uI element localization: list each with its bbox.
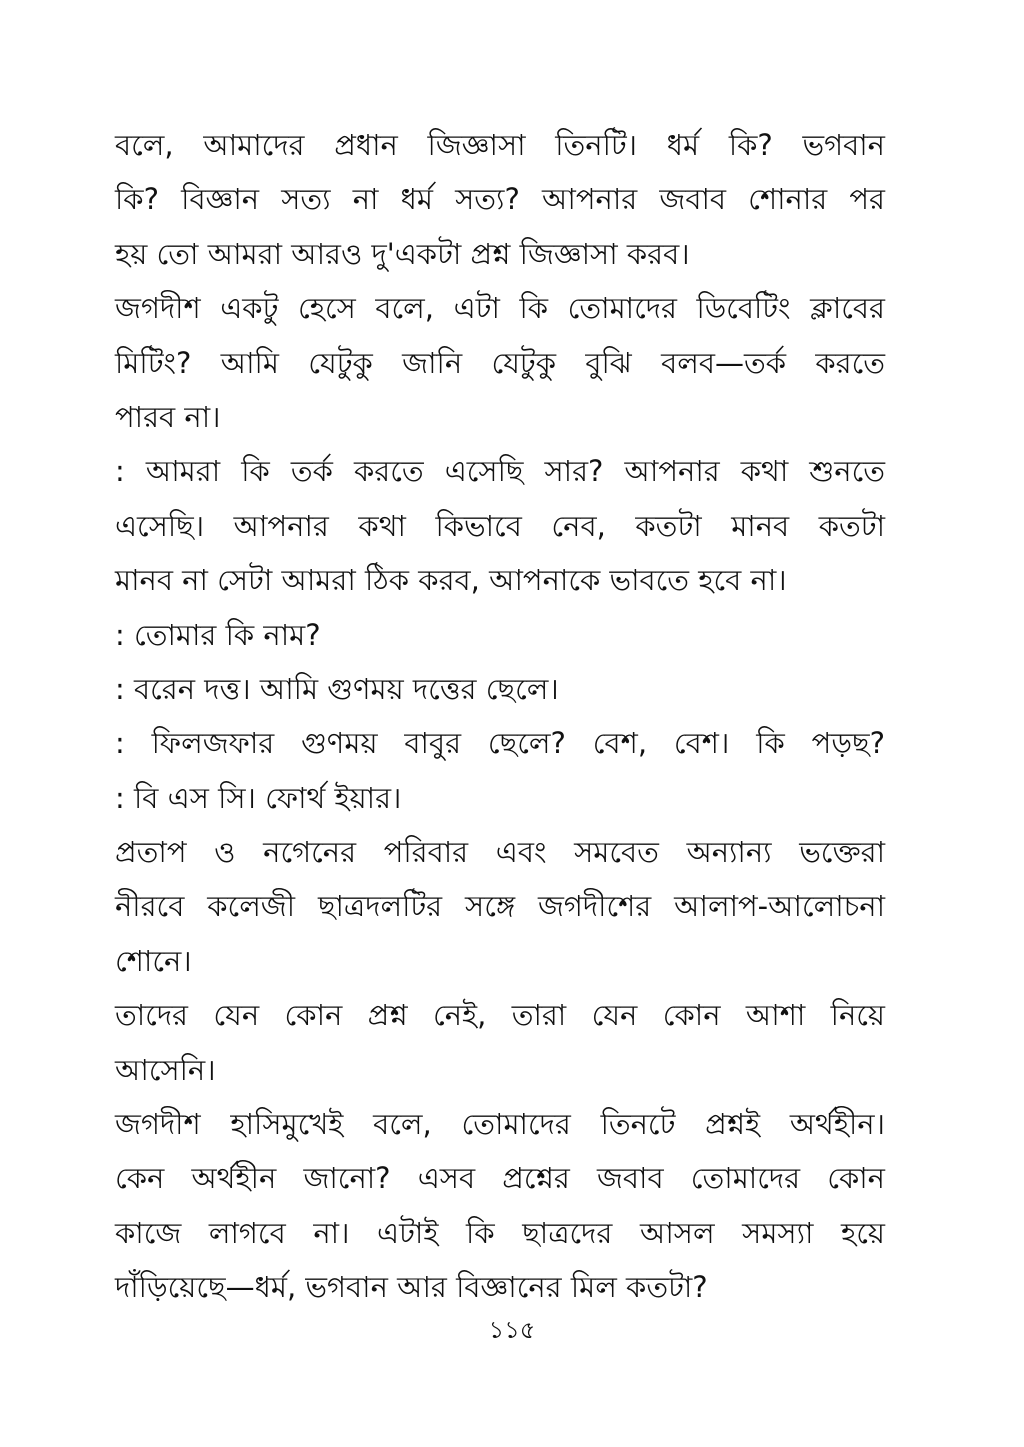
text-line: কি? বিজ্ঞান সত্য না ধর্ম সত্য? আপনার জবাব শোনার পর (115, 182, 885, 217)
text-line: জগদীশ হাসিমুখেই বলে, তোমাদের তিনটে প্রশ্নই অর্থহীন। (115, 1107, 885, 1142)
dialogue-line: : ফিলজফার গুণময় বাবুর ছেলে? বেশ, বেশ। কি পড়ছ? (115, 726, 885, 761)
dialogue-line: : বি এস সি। ফোর্থ ইয়ার। (115, 780, 402, 815)
text-line: কাজে লাগবে না। এটাই কি ছাত্রদের আসল সমস্যা হয়ে (115, 1215, 885, 1250)
text-line: বলে, আমাদের প্রধান জিজ্ঞাসা তিনটি। ধর্ম কি? ভগবান (115, 128, 885, 162)
text-line: হয় তো আমরা আরও দু'একটা প্রশ্ন জিজ্ঞাসা করব। (115, 236, 690, 271)
text-line: : আমরা কি তর্ক করতে এসেছি সার? আপনার কথা শুনতে (115, 454, 885, 489)
text-line: আসেনি। (115, 1052, 216, 1087)
text-line: দাঁড়িয়েছে—ধর্ম, ভগবান আর বিজ্ঞানের মিল কতটা? (115, 1270, 708, 1305)
text-line: জগদীশ একটু হেসে বলে, এটা কি তোমাদের ডিবেটিং ক্লাবের (115, 291, 885, 326)
text-line: শোনে। (115, 943, 192, 978)
text-line: প্রতাপ ও নগেনের পরিবার এবং সমবেত অন্যান্য ভক্তেরা (115, 835, 885, 870)
text-line: এসেছি। আপনার কথা কিভাবে নেব, কতটা মানব কতটা (115, 508, 885, 543)
page-body (115, 118, 885, 1315)
text-line: কেন অর্থহীন জানো? এসব প্রশ্নের জবাব তোমাদের কোন (115, 1161, 885, 1196)
text-line: মিটিং? আমি যেটুকু জানি যেটুকু বুঝি বলব—তর্ক করতে (115, 345, 885, 380)
dialogue-line: : তোমার কি নাম? (115, 617, 321, 652)
text-line: পারব না। (115, 399, 221, 434)
page-number: ১১৫ (488, 1316, 536, 1344)
text-line: নীরবে কলেজী ছাত্রদলটির সঙ্গে জগদীশের আলাপ-আলোচনা (115, 889, 885, 924)
text-line: মানব না সেটা আমরা ঠিক করব, আপনাকে ভাবতে হবে না। (115, 563, 787, 598)
dialogue-line: : বরেন দত্ত। আমি গুণময় দত্তের ছেলে। (115, 671, 559, 706)
text-line: তাদের যেন কোন প্রশ্ন নেই, তারা যেন কোন আশা নিয়ে (115, 998, 885, 1033)
